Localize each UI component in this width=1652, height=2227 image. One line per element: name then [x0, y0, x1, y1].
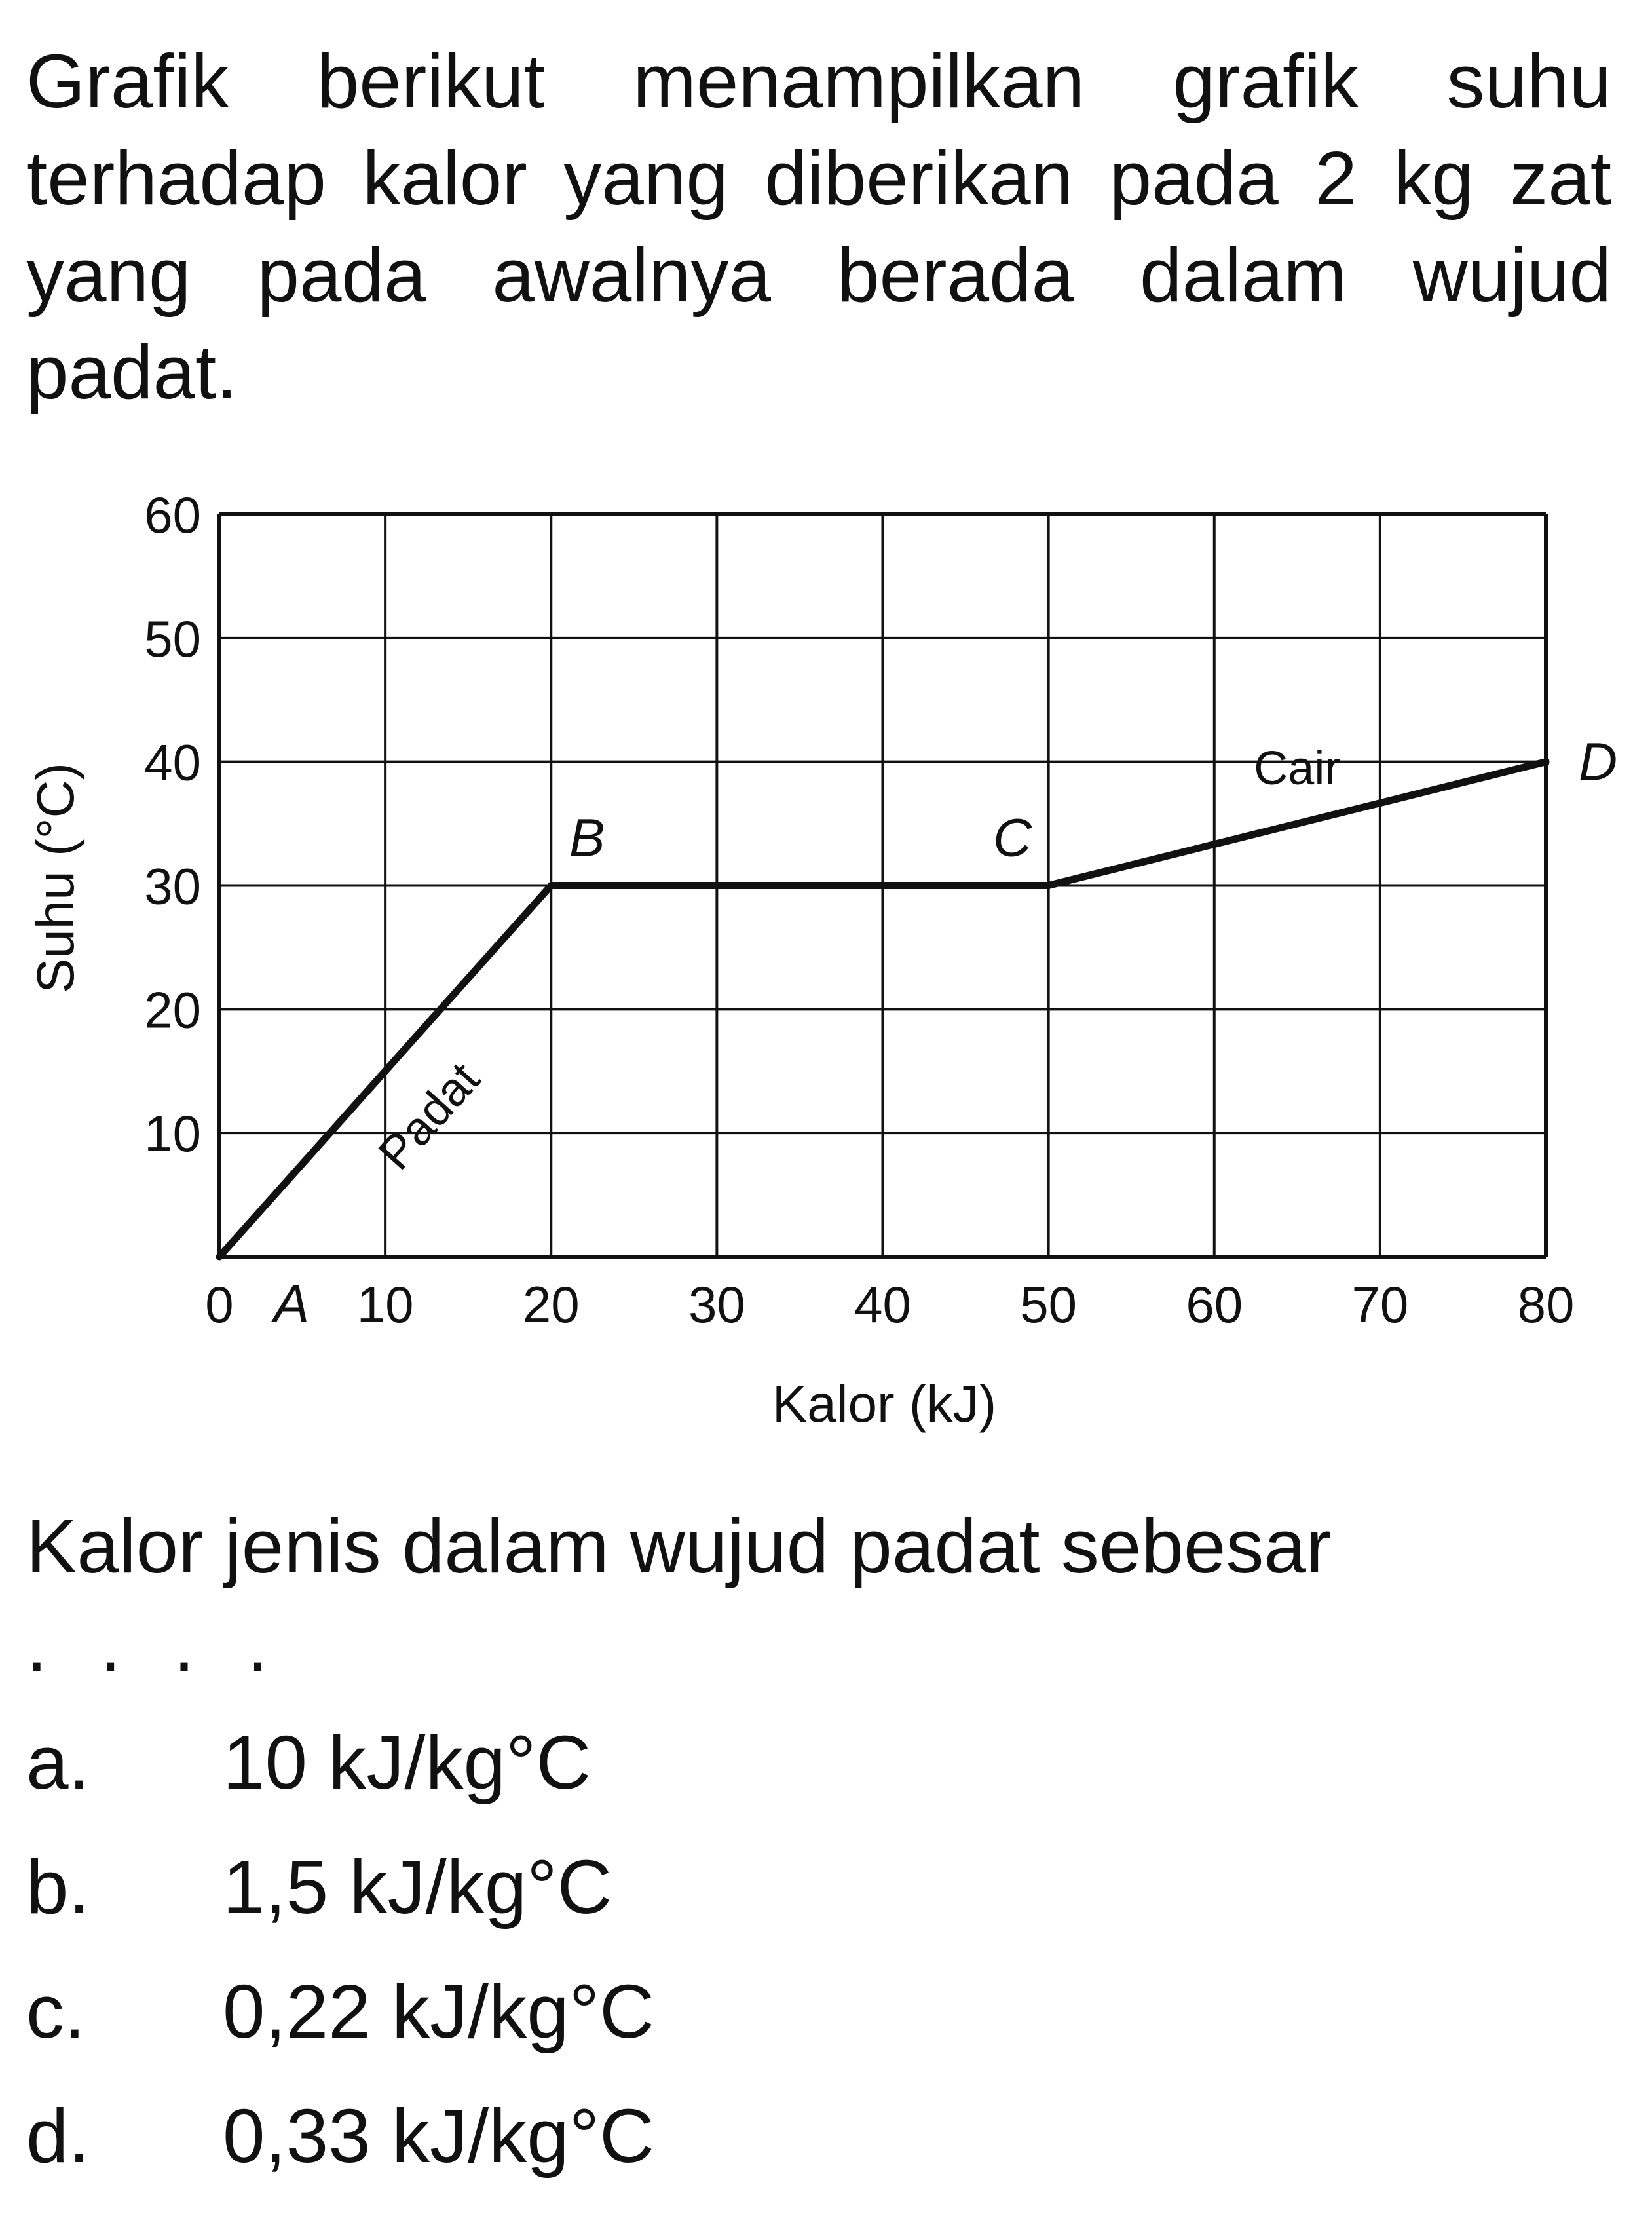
- point-label-c: C: [993, 808, 1032, 868]
- point-label-b: B: [569, 808, 605, 868]
- x-tick-label: 0: [205, 1276, 234, 1333]
- y-axis-label: Suhu (°C): [26, 762, 84, 994]
- x-tick-label: 80: [1517, 1276, 1575, 1333]
- point-label-d: D: [1579, 732, 1618, 792]
- question-prompt: Kalor jenis dalam wujud padat sebesar: [26, 1504, 1332, 1589]
- segment-label-cair: Cair: [1254, 742, 1341, 795]
- x-tick-label: 10: [356, 1276, 414, 1333]
- chart-point-labels: [271, 733, 1618, 1334]
- x-axis-label: Kalor (kJ): [772, 1375, 997, 1433]
- option-text: 0,33 kJ/kg°C: [223, 2093, 654, 2179]
- prompt-ellipsis: . . . .: [26, 1602, 284, 1687]
- option-text: 1,5 kJ/kg°C: [223, 1844, 612, 1930]
- x-tick-label: 50: [1020, 1276, 1078, 1333]
- option-text: 0,22 kJ/kg°C: [223, 1969, 654, 2054]
- option-letter: d.: [26, 2093, 90, 2179]
- y-tick-label: 40: [144, 733, 201, 791]
- option-letter: a.: [26, 1720, 90, 1805]
- option-letter: c.: [26, 1969, 86, 2054]
- point-label-a: A: [273, 1274, 310, 1334]
- y-tick-label: 20: [144, 981, 201, 1039]
- y-tick-label: 10: [144, 1105, 201, 1163]
- y-tick-label: 60: [144, 486, 201, 544]
- question-text: Grafik berikut menampilkan grafik suhu terhadap kalor yang diberikan pada 2 kg zat yang pada awalnya berada dalam wujud padat.: [26, 39, 1611, 415]
- y-tick-label: 30: [144, 857, 201, 915]
- option-text: 10 kJ/kg°C: [223, 1720, 591, 1805]
- x-tick-label: 40: [854, 1276, 911, 1333]
- option-a[interactable]: [26, 1713, 591, 1812]
- x-tick-label: 70: [1351, 1276, 1409, 1333]
- y-tick-label: 50: [144, 609, 201, 668]
- chart-tick-labels: [144, 486, 1574, 1333]
- option-b[interactable]: [26, 1838, 612, 1936]
- option-letter: b.: [26, 1844, 90, 1930]
- option-d[interactable]: [26, 2087, 654, 2185]
- x-tick-label: 20: [522, 1276, 580, 1333]
- segment-label-padat: Padat: [368, 1052, 490, 1180]
- option-c[interactable]: [26, 1962, 654, 2061]
- x-tick-label: 30: [688, 1276, 745, 1333]
- x-tick-label: 60: [1186, 1276, 1243, 1333]
